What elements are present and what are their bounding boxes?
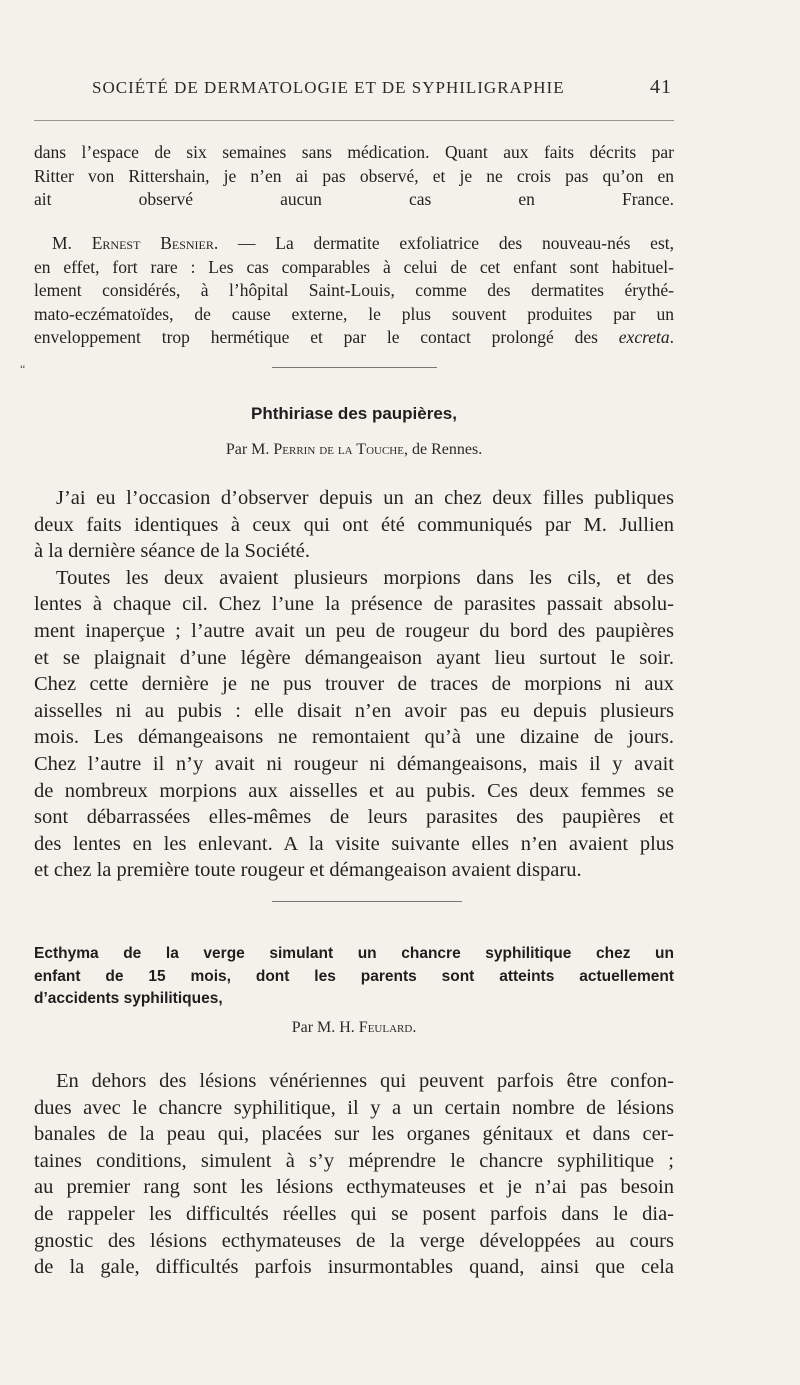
text-line: de la gale, difficultés parfois insurmontables quand, ainsi que cela	[34, 1256, 674, 1279]
intro-paragraph	[34, 141, 674, 212]
text-line: et chez la première toute rougeur et démangeaison avaient disparu.	[34, 859, 582, 882]
text-line: Ritter von Rittershain, je n’en ai pas observé, et je ne crois pas qu’on en	[34, 165, 674, 186]
page-number: 41	[650, 76, 672, 98]
author-name: Perrin de la Touche	[273, 441, 404, 458]
author-name: Feulard	[358, 1019, 413, 1036]
text-line: lentes à chaque cil. Chez l’une la présence de parasites passait absolu-	[34, 593, 674, 616]
text-line: deux faits identiques à ceux qui ont été communiqués par M. Jullien	[34, 513, 674, 536]
article-title: Ecthyma de la verge simulant un chancre syphilitique chez un enfant de 15 mois, dont les parents sont atteints actuellement d’accidents syphilitiques,	[34, 945, 674, 1007]
text-line: Toutes les deux avaient plusieurs morpions dans les cils, et des	[56, 566, 674, 589]
text-line: et se plaignait d’une légère démangeaison ayant lieu surtout le soir.	[34, 646, 674, 669]
text-line: J’ai eu l’occasion d’observer depuis un an chez deux filles publiques	[56, 487, 674, 509]
text-line: lement considérés, à l’hôpital Saint-Louis, comme des dermatites érythé-	[34, 280, 674, 301]
text-line: mato-eczématoïdes, de cause externe, le plus souvent produites par un	[34, 303, 674, 324]
text-line: sont débarrassées elles-mêmes de leurs parasites des paupières et	[34, 806, 674, 829]
text-line: ment inaperçue ; l’autre avait un peu de rougeur du bord des paupières	[34, 619, 674, 642]
text-line: dans l’espace de six semaines sans médication. Quant aux faits décrits par	[34, 142, 674, 162]
text-line: banales de la peau qui, placées sur les organes génitaux et dans cer-	[34, 1123, 674, 1146]
text-line: à la dernière séance de la Société.	[34, 540, 311, 563]
text-line: En dehors des lésions vénériennes qui peuvent parfois être confon-	[56, 1070, 674, 1092]
text-line: mois. Les démangeaisons ne remontaient qu’à une dizaine de jours.	[34, 726, 674, 749]
besnier-paragraph	[34, 232, 674, 350]
text-line: Chez cette dernière je ne pus trouver de traces de morpions ni aux	[34, 673, 674, 696]
text-line: dues avec le chancre syphilitique, il y a un certain nombre de lésions	[34, 1096, 674, 1119]
text-line: enveloppement trop hermétique et par le contact prolongé des excreta.	[34, 327, 674, 348]
article-body	[34, 1068, 674, 1281]
text-line: aisselles ni au pubis : elle disait n’en avoir pas eu depuis plusieurs	[34, 699, 674, 722]
text-line: de rappeler les difficultés réelles qui se posent parfois dans le dia-	[34, 1202, 674, 1225]
text-line: Chez l’autre il n’y avait ni rougeur ni démangeaisons, mais il y avait	[34, 752, 674, 775]
text-line: ait observé aucun cas en France.	[34, 189, 674, 210]
running-header	[92, 76, 672, 99]
section-separator	[272, 901, 462, 902]
header-divider	[34, 120, 674, 121]
text-line: gnostic des lésions ecthymateuses de la verge développées au cours	[34, 1229, 674, 1252]
article-body	[34, 485, 674, 884]
ink-mark-icon: “	[20, 362, 26, 376]
text-line: des lentes en les enlevant. A la visite suivante elles n’en avaient plus	[34, 832, 674, 855]
text-line: au premier rang sont les lésions ecthymateuses et je n’ai pas besoin	[34, 1176, 674, 1199]
text-line: de nombreux morpions aux aisselles et au pubis. Ces deux femmes se	[34, 779, 674, 802]
article-title: Phthiriase des paupières,	[251, 404, 457, 423]
text-line: taines conditions, simulent à s’y méprendre le chancre syphilitique ;	[34, 1149, 674, 1172]
italic-term: excreta	[618, 327, 670, 348]
text-line: M. Ernest Besnier. — La dermatite exfoliatrice des nouveau-nés est,	[52, 233, 674, 253]
article-byline: Par M. H. Feulard.	[291, 1019, 417, 1036]
section-separator	[272, 367, 437, 368]
text-line: en effet, fort rare : Les cas comparables à celui de cet enfant sont habituel-	[34, 256, 674, 277]
running-title: SOCIÉTÉ DE DERMATOLOGIE ET DE SYPHILIGRAPHIE	[92, 78, 565, 97]
article-byline: Par M. Perrin de la Touche, de Rennes.	[225, 441, 483, 458]
speaker-name: M. Ernest Besnier.	[52, 233, 219, 253]
